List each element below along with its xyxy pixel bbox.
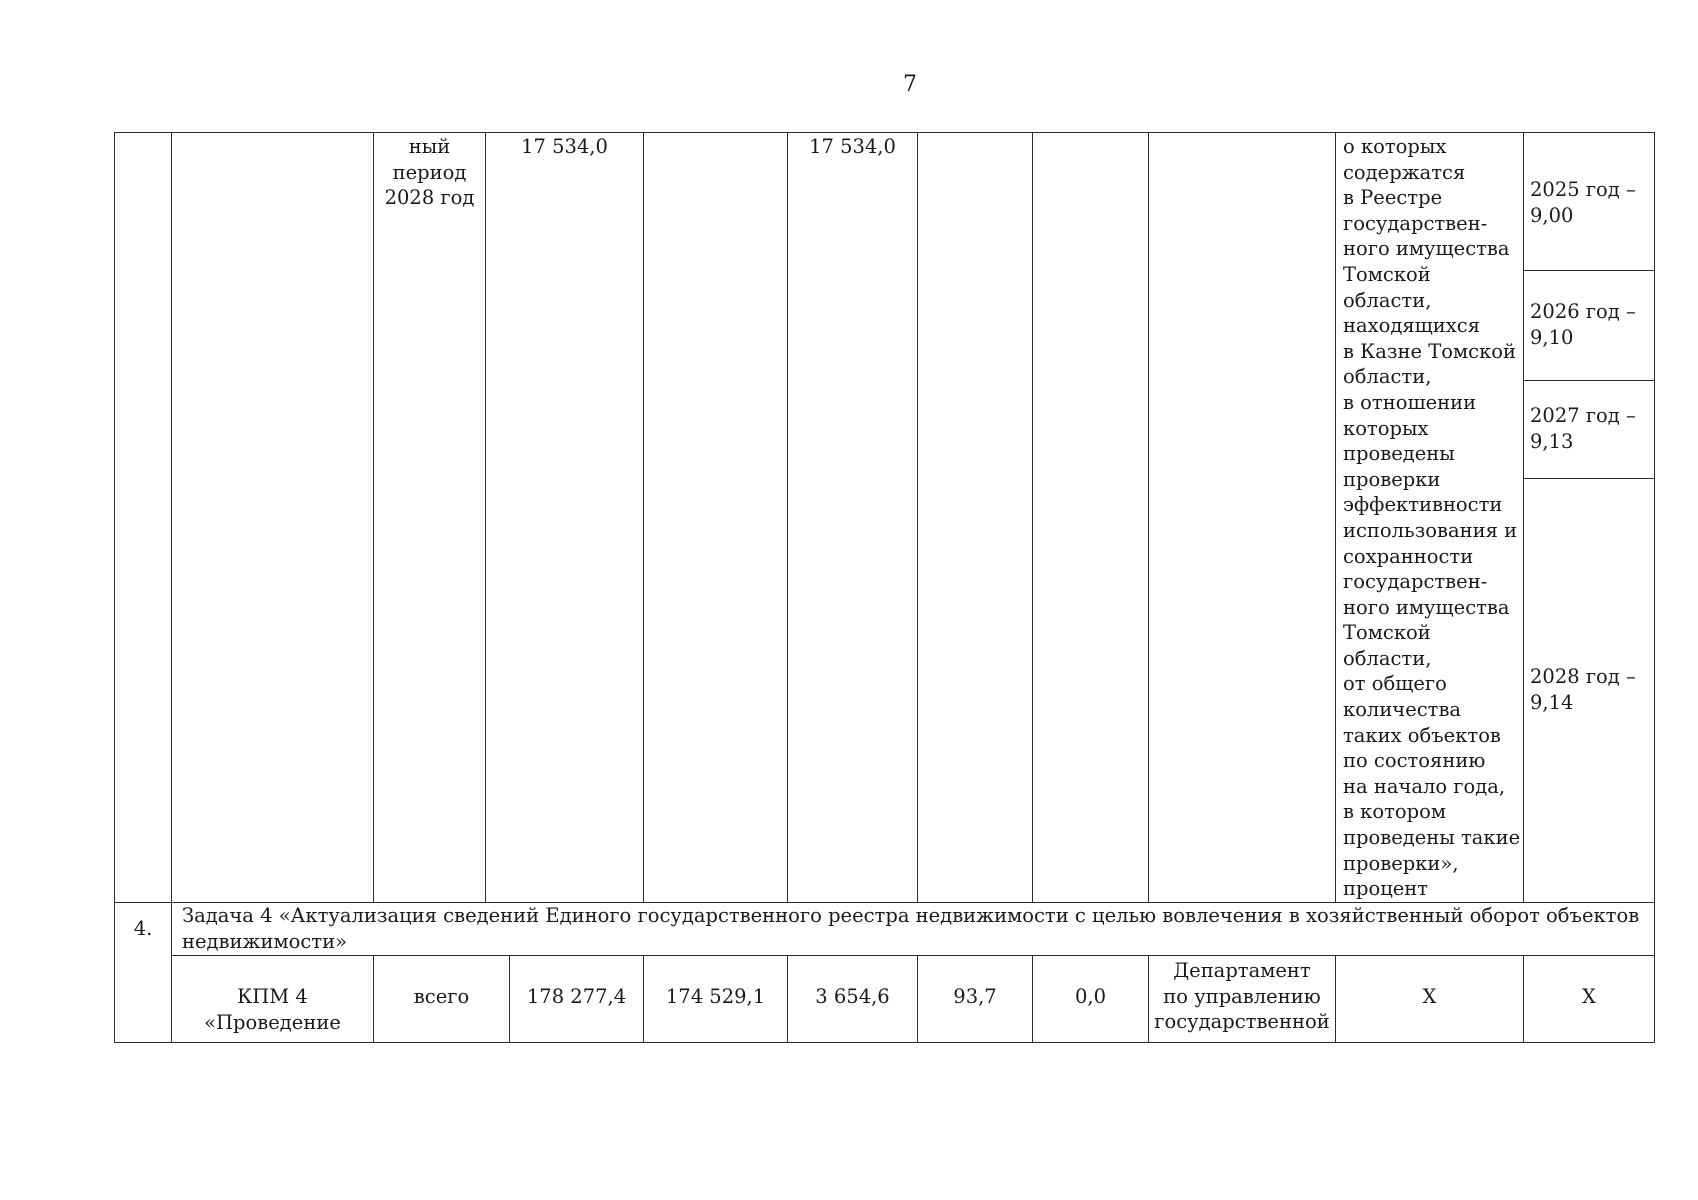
budget-table [114, 132, 1655, 1043]
column-divider [787, 132, 788, 902]
column-divider [485, 132, 486, 902]
table-border-bottom [114, 1042, 1655, 1043]
column-divider [1523, 132, 1524, 902]
column-divider [171, 132, 172, 1043]
table-border-left [114, 132, 115, 1043]
row-divider [171, 955, 1655, 956]
target-2026: 2026 год – 9,10 [1530, 300, 1636, 349]
target-divider [1523, 478, 1655, 479]
period-cell: ный период 2028 год [384, 135, 475, 210]
indicator-text-cell: о которых содержатся в Реестре государствен- ного имущества Томской области, находящихся в Казне Томской области, в отношении которых проведены проверки эффективности использования и сохранности государствен- ного имущества Томской области, от общего количества таких объектов по состоянию на начало года, в котором проведены такие проверки», процент [1343, 135, 1521, 901]
target-2028: 2028 год – 9,14 [1530, 665, 1636, 714]
target-divider [1523, 270, 1655, 271]
column-divider [917, 132, 918, 902]
column-divider [1148, 132, 1149, 902]
column-divider [373, 132, 374, 902]
target-2027: 2027 год – 9,13 [1530, 404, 1636, 453]
table-border-top [114, 132, 1655, 133]
target-divider [1523, 380, 1655, 381]
kpm-executor-cell: Департамент по управлению государственной [1154, 959, 1330, 1034]
kpm-regional-cell: 3 654,6 [815, 985, 890, 1008]
target-2025: 2025 год – 9,00 [1530, 178, 1636, 227]
budget-value-cell: 17 534,0 [809, 135, 896, 158]
column-divider [1335, 132, 1336, 902]
kpm-total-cell: 178 277,4 [526, 985, 627, 1008]
kpm-indicator-cell: Х [1422, 985, 1437, 1008]
total-cell: 17 534,0 [521, 135, 608, 158]
column-divider [1032, 132, 1033, 902]
kpm-other-cell: 0,0 [1074, 985, 1106, 1008]
kpm-period-cell: всего [413, 985, 470, 1008]
kpm-target-cell: Х [1582, 985, 1596, 1008]
kpm-local-cell: 93,7 [953, 985, 997, 1008]
column-divider [643, 132, 644, 902]
kpm-name-cell: КПМ 4 «Проведение [204, 985, 341, 1034]
page-number: 7 [903, 72, 917, 97]
task-title: Задача 4 «Актуализация сведений Единого государственного реестра недвижимости с целью вовлечения в хозяйственный оборот объектов недвижимости» [182, 904, 1640, 953]
task-number: 4. [133, 917, 153, 940]
table-border-right [1654, 132, 1655, 1043]
kpm-federal-cell: 174 529,1 [665, 985, 766, 1008]
